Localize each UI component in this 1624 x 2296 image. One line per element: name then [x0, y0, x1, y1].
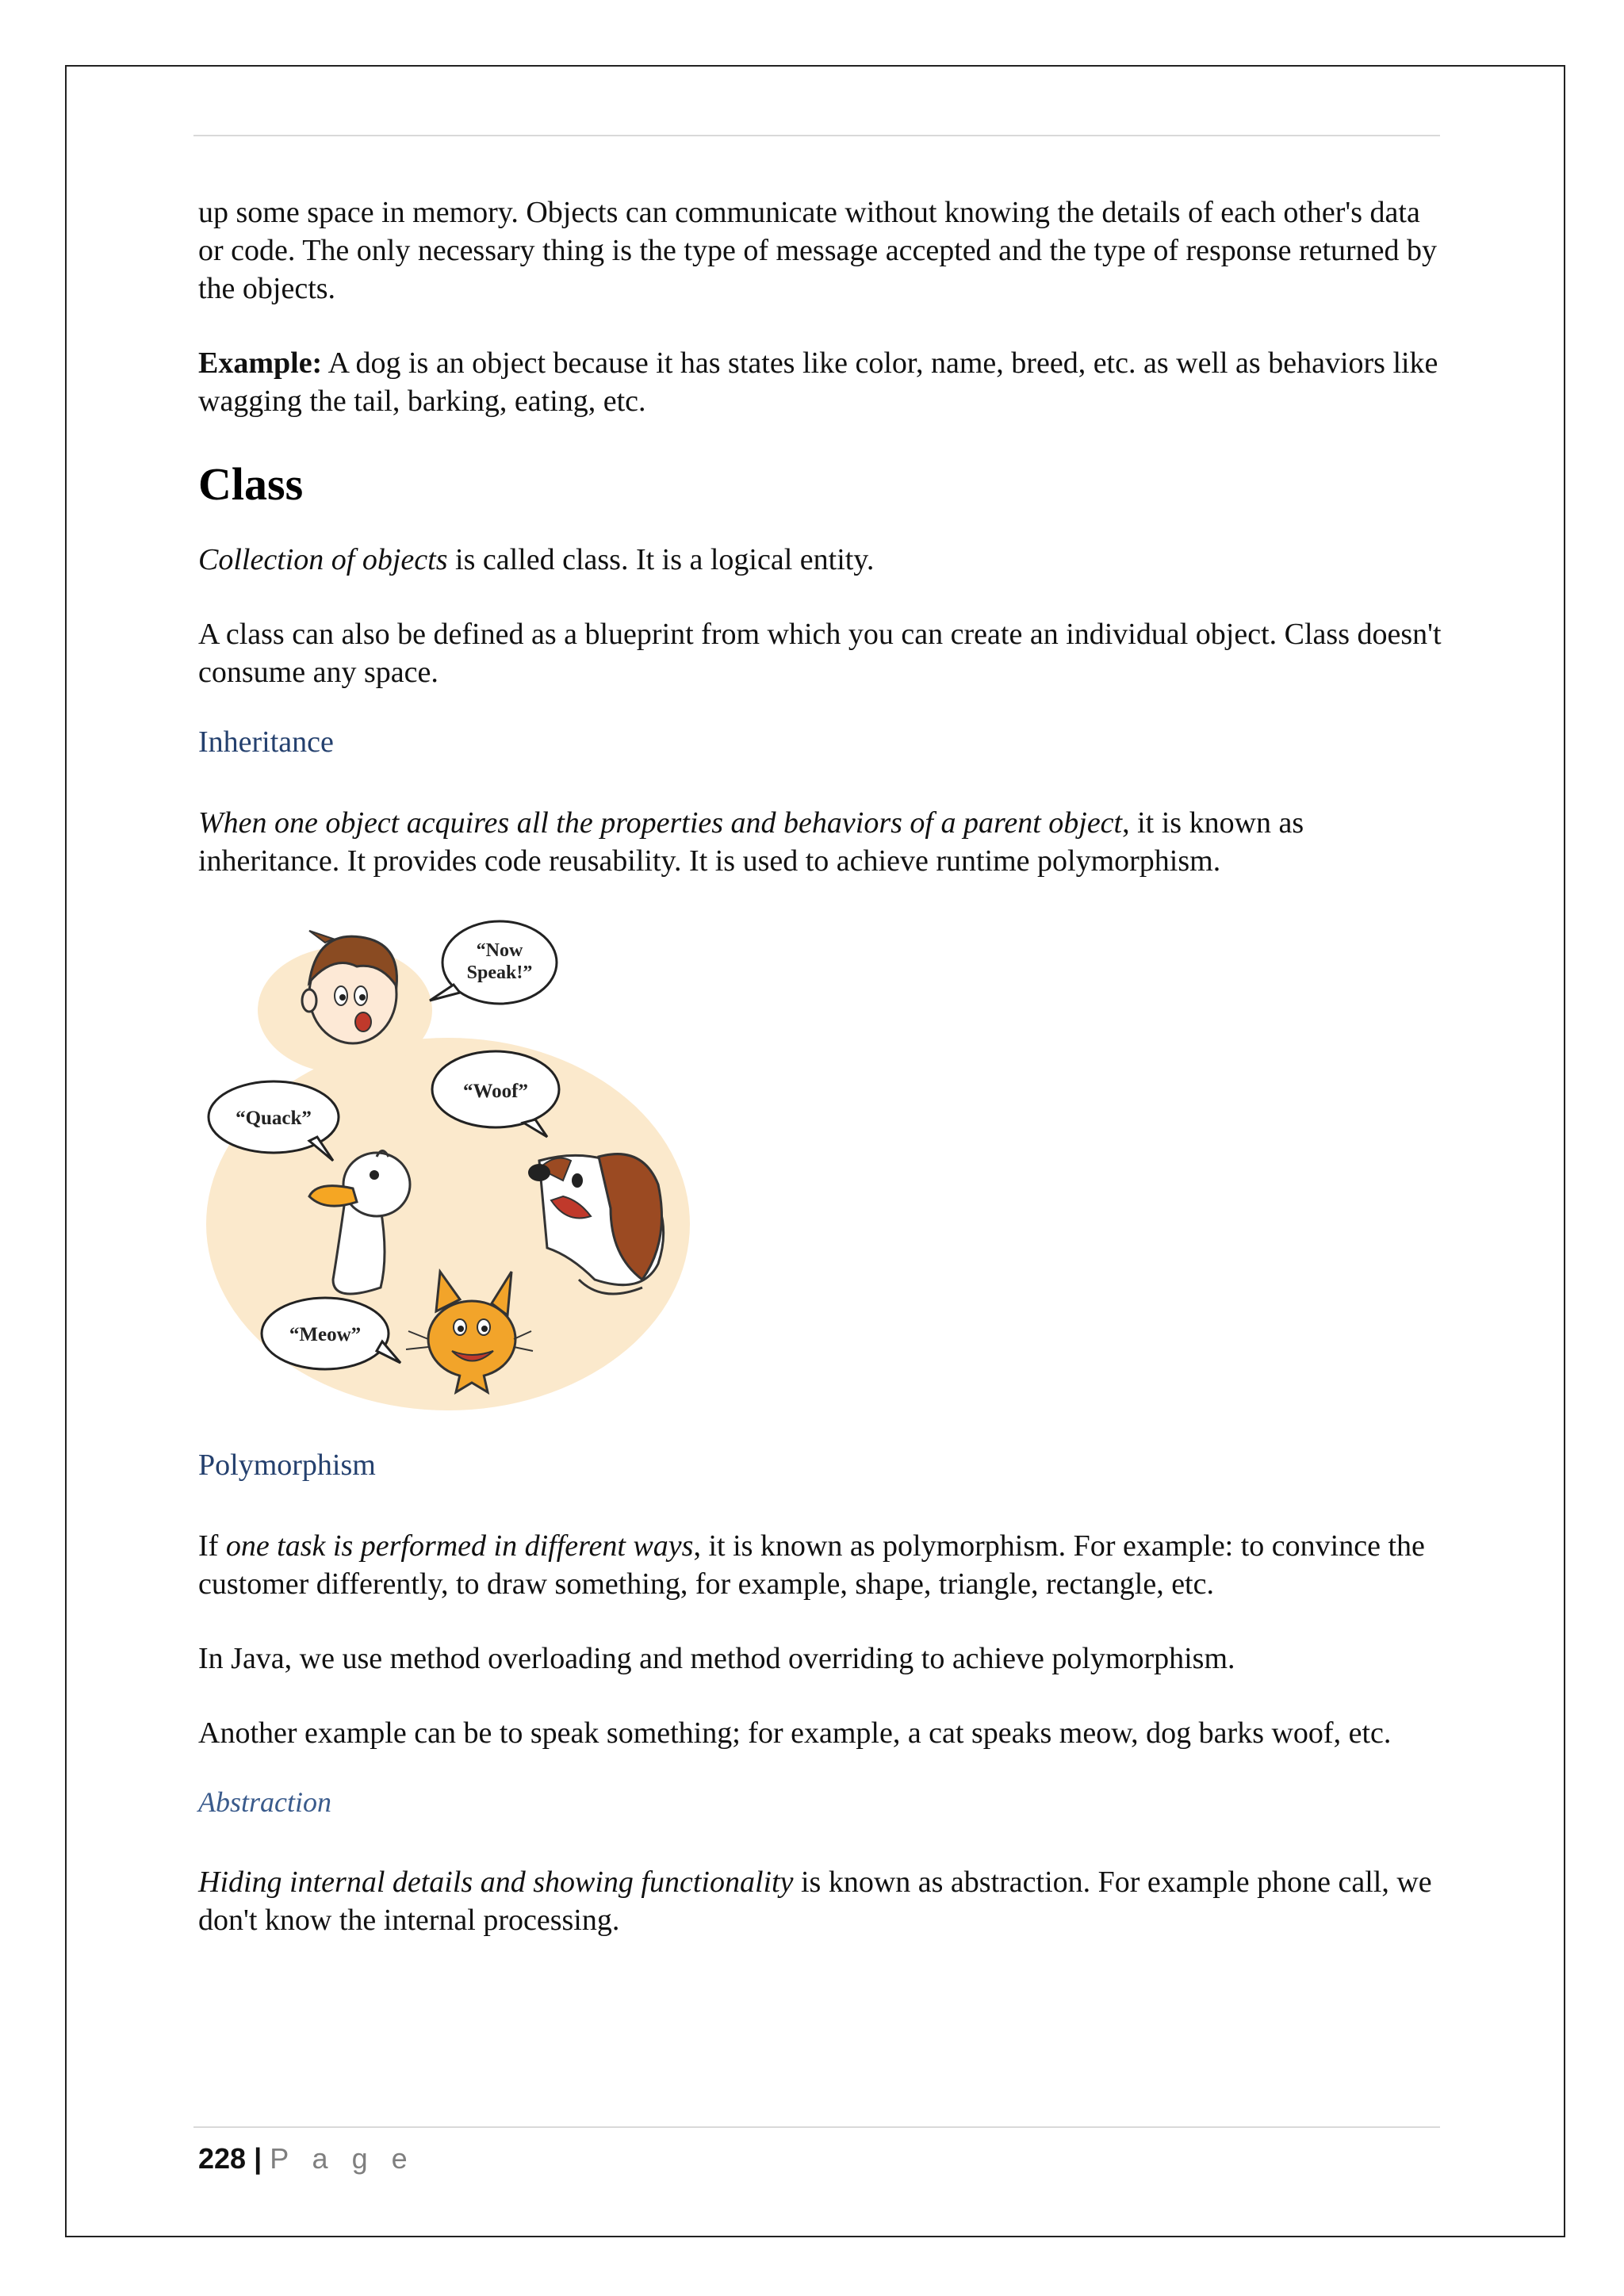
footer-rule	[193, 2126, 1440, 2128]
header-rule	[193, 135, 1440, 136]
footer-separator: |	[254, 2142, 262, 2175]
bubble-text-quack: “Quack”	[236, 1108, 312, 1129]
abstraction-heading: Abstraction	[198, 1786, 331, 1818]
polymorphism-italic-phrase: one task is performed in different ways	[225, 1529, 694, 1563]
bubble-text-meow: “Meow”	[289, 1324, 362, 1345]
inheritance-italic-phrase: When one object acquires all the properties and behaviors of a parent object	[198, 806, 1123, 840]
polymorphism-illustration	[198, 907, 706, 1414]
polymorphism-heading: Polymorphism	[198, 1448, 376, 1482]
inheritance-heading: Inheritance	[198, 725, 334, 759]
polymorphism-paragraph-3: Another example can be to speak something; for example, a cat speaks meow, dog barks woof, etc.	[198, 1716, 1392, 1750]
class-italic-phrase: Collection of objects	[198, 543, 448, 576]
bubble-text-now: “Now	[476, 940, 523, 961]
example-paragraph	[198, 344, 1443, 420]
class-paragraph-2: A class can also be defined as a blueprint from which you can create an individual object. Class doesn't consume any space.	[198, 618, 1442, 689]
abstraction-paragraph	[198, 1863, 1443, 1939]
abstraction-paragraph-rest: is known as abstraction. For example phone call, we don't know the internal processing.	[198, 1866, 1432, 1937]
class-paragraph-1	[198, 541, 1443, 579]
page-footer	[198, 2142, 416, 2175]
example-label: Example:	[198, 346, 323, 380]
footer-page-word: P a g e	[270, 2142, 416, 2175]
polymorphism-paragraph-1	[198, 1527, 1443, 1603]
polymorphism-paragraph-2: In Java, we use method overloading and method overriding to achieve polymorphism.	[198, 1642, 1235, 1675]
polymorphism-p1-pre: If	[198, 1529, 226, 1563]
class-paragraph-1-rest: is called class. It is a logical entity.	[447, 543, 875, 576]
page-content	[198, 193, 1443, 1976]
abstraction-italic-phrase: Hiding internal details and showing functionality	[198, 1866, 794, 1899]
polymorphism-p1-rest: , it is known as polymorphism. For example: to convince the customer differently, to draw something, for example, shape, triangle, rectangle, etc.	[198, 1529, 1425, 1601]
bubble-text-speak: Speak!”	[466, 962, 533, 983]
intro-paragraph: up some space in memory. Objects can communicate without knowing the details of each other's data or code. The only necessary thing is the type of message accepted and the type of response returned by the objects.	[198, 196, 1438, 305]
example-text: A dog is an object because it has states like color, name, breed, etc. as well as behaviors like wagging the tail, barking, eating, etc.	[198, 346, 1438, 418]
speech-bubble-now-speak	[430, 921, 557, 1004]
class-heading: Class	[198, 458, 304, 510]
inheritance-paragraph-rest: , it is known as inheritance. It provides code reusability. It is used to achieve runtime polymorphism.	[198, 806, 1304, 878]
inheritance-paragraph	[198, 804, 1443, 880]
bubble-text-woof: “Woof”	[463, 1081, 528, 1102]
page-number: 228	[198, 2142, 247, 2175]
